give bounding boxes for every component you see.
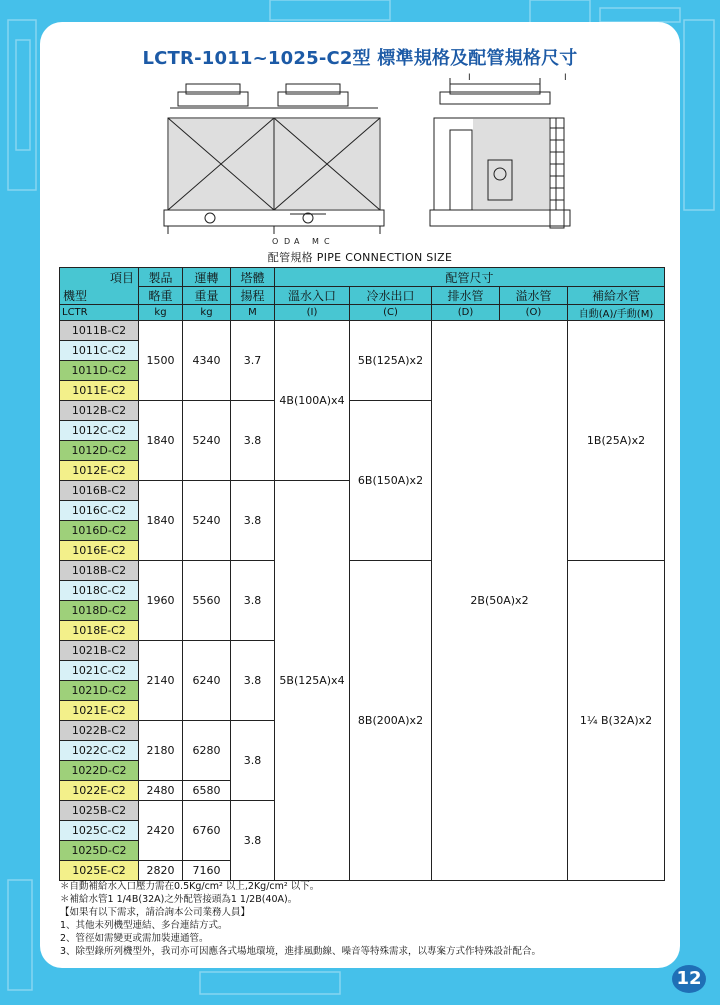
head-cell: 3.8: [231, 641, 275, 721]
model-cell: 1012B-C2: [60, 401, 139, 421]
model-cell: 1012E-C2: [60, 461, 139, 481]
model-cell: 1022C-C2: [60, 741, 139, 761]
head-cell: 3.8: [231, 721, 275, 801]
page-number: 12: [672, 965, 706, 993]
op-weight-cell: 7160: [183, 861, 231, 881]
head-cell: 3.8: [231, 561, 275, 641]
head-cell: 3.8: [231, 801, 275, 881]
model-cell: 1025D-C2: [60, 841, 139, 861]
header-head-2: 揚程: [231, 287, 275, 305]
page-title: LCTR-1011~1025-C2型 標準規格及配管規格尺寸: [142, 48, 578, 69]
header-item: 項目: [109, 271, 134, 285]
header-inlet: 溫水入口: [275, 287, 350, 305]
model-cell: 1011C-C2: [60, 341, 139, 361]
header-weight-2: 略重: [139, 287, 183, 305]
model-cell: 1018C-C2: [60, 581, 139, 601]
header-head: 塔體: [231, 268, 275, 287]
makeup-cell: 1¼ B(32A)x2: [568, 561, 665, 881]
model-cell: 1022E-C2: [60, 781, 139, 801]
header-op-weight-2: 重量: [183, 287, 231, 305]
header-pipe-size: 配管尺寸: [275, 268, 665, 287]
header-drain-code: (D): [432, 305, 500, 321]
head-cell: 3.8: [231, 481, 275, 561]
model-cell: 1016B-C2: [60, 481, 139, 501]
head-cell: 3.7: [231, 321, 275, 401]
model-cell: 1018D-C2: [60, 601, 139, 621]
header-op-weight: 運轉: [183, 268, 231, 287]
weight-cell: 1500: [139, 321, 183, 401]
op-weight-cell: 6580: [183, 781, 231, 801]
pipe-connection-caption: 配管規格 PIPE CONNECTION SIZE: [267, 251, 453, 264]
note-line: 【如果有以下需求，請洽詢本公司業務人員】: [60, 907, 251, 918]
header-makeup: 補給水管: [568, 287, 665, 305]
model-cell: 1018E-C2: [60, 621, 139, 641]
inlet-cell: 5B(125A)x4: [275, 481, 350, 881]
inlet-cell: 4B(100A)x4: [275, 321, 350, 481]
note-line: ＊自動補給水入口壓力需在0.5Kg/cm² 以上,2Kg/cm² 以下。: [60, 881, 320, 892]
drawing-label-i2: I: [564, 73, 567, 83]
model-cell: 1011B-C2: [60, 321, 139, 341]
model-cell: 1016E-C2: [60, 541, 139, 561]
model-cell: 1012D-C2: [60, 441, 139, 461]
outlet-cell: 6B(150A)x2: [350, 401, 432, 561]
weight-cell: 2820: [139, 861, 183, 881]
model-cell: 1025C-C2: [60, 821, 139, 841]
spec-table: [59, 267, 665, 881]
header-unit-m: M: [231, 305, 275, 321]
header-outlet-code: (C): [350, 305, 432, 321]
weight-cell: 1840: [139, 481, 183, 561]
model-cell: 1018B-C2: [60, 561, 139, 581]
model-cell: 1011E-C2: [60, 381, 139, 401]
note-line: 3、除型錄所列機型外，我司亦可因應各式場地環境，進排風動線、噪音等特殊需求，以專案方式作特殊設計配合。: [60, 946, 542, 957]
model-cell: 1022D-C2: [60, 761, 139, 781]
drawing-callout-o: O: [272, 237, 279, 246]
header-overflow: 溢水管: [500, 287, 568, 305]
outlet-cell: 5B(125A)x2: [350, 321, 432, 401]
drawing-callout-c: C: [324, 237, 330, 246]
weight-cell: 1840: [139, 401, 183, 481]
drawing-callout-m: M: [312, 237, 319, 246]
weight-cell: 2180: [139, 721, 183, 781]
op-weight-cell: 5240: [183, 481, 231, 561]
drawing-callout-d: D: [284, 237, 291, 246]
header-drain: 排水管: [432, 287, 500, 305]
note-line: ＊補給水管1 1/4B(32A)之外配管接頭為1 1/2B(40A)。: [60, 894, 298, 905]
drawing-callout-a: A: [294, 237, 300, 246]
model-cell: 1025B-C2: [60, 801, 139, 821]
header-overflow-code: (O): [500, 305, 568, 321]
model-cell: 1021E-C2: [60, 701, 139, 721]
drain-overflow-cell: 2B(50A)x2: [432, 321, 568, 881]
drawing-label-i1: I: [468, 73, 471, 83]
model-cell: 1012C-C2: [60, 421, 139, 441]
note-line: 1、其他未列機型連結、多台連結方式。: [60, 920, 228, 931]
op-weight-cell: 6760: [183, 801, 231, 861]
op-weight-cell: 4340: [183, 321, 231, 401]
model-cell: 1016D-C2: [60, 521, 139, 541]
op-weight-cell: 5240: [183, 401, 231, 481]
model-cell: 1011D-C2: [60, 361, 139, 381]
weight-cell: 1960: [139, 561, 183, 641]
weight-cell: 2420: [139, 801, 183, 861]
makeup-cell: 1B(25A)x2: [568, 321, 665, 561]
header-unit-kg1: kg: [139, 305, 183, 321]
op-weight-cell: 6280: [183, 721, 231, 781]
outlet-cell: 8B(200A)x2: [350, 561, 432, 881]
op-weight-cell: 6240: [183, 641, 231, 721]
header-inlet-code: (I): [275, 305, 350, 321]
op-weight-cell: 5560: [183, 561, 231, 641]
model-cell: 1022B-C2: [60, 721, 139, 741]
head-cell: 3.8: [231, 401, 275, 481]
model-cell: 1021D-C2: [60, 681, 139, 701]
notes: [60, 880, 660, 958]
model-cell: 1021C-C2: [60, 661, 139, 681]
note-line: 2、管徑如需變更或需加裝連通管。: [60, 933, 209, 944]
model-cell: 1025E-C2: [60, 861, 139, 881]
header-weight: 製品: [139, 268, 183, 287]
weight-cell: 2480: [139, 781, 183, 801]
model-cell: 1021B-C2: [60, 641, 139, 661]
header-makeup-code: 自動(A)/手動(M): [568, 305, 665, 321]
weight-cell: 2140: [139, 641, 183, 721]
header-diagonal-cell: [60, 268, 139, 305]
model-cell: 1016C-C2: [60, 501, 139, 521]
cooling-tower-drawing: [150, 70, 590, 250]
header-model: 機型: [63, 289, 88, 303]
header-model-unit: LCTR: [60, 305, 139, 321]
header-unit-kg2: kg: [183, 305, 231, 321]
header-outlet: 冷水出口: [350, 287, 432, 305]
